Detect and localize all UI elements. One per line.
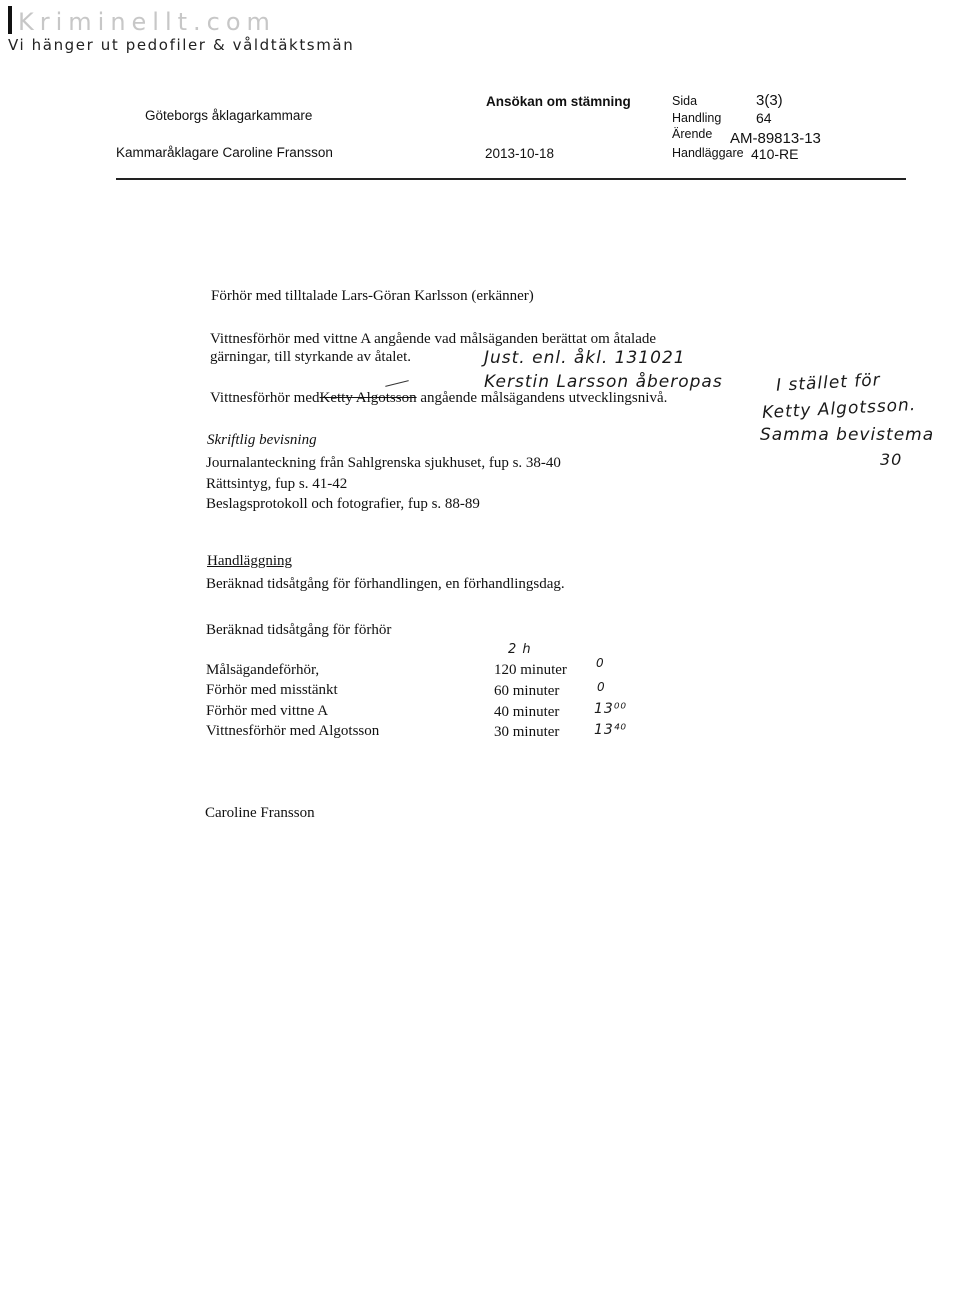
officer-label: Handläggare [672, 146, 744, 160]
handwritten-time: 13⁰⁰ [594, 701, 628, 717]
handwritten-arrow [385, 380, 409, 387]
handling-value: 64 [756, 110, 772, 126]
prosecutor-name: Kammaråklagare Caroline Fransson [116, 145, 333, 160]
handwritten-time-head: 2 h [508, 642, 532, 657]
case-value: AM-89813-13 [730, 130, 821, 147]
time-row-value: 40 minuter [494, 704, 560, 720]
site-title[interactable] [8, 6, 276, 36]
evidence-line-2a: Vittnesförhör med vittne A angående vad målsäganden berättat om åtalade [210, 331, 657, 347]
signature: Caroline Fransson [205, 805, 315, 821]
handling-heading: Handläggning [207, 553, 292, 569]
handwritten-time: 0 [597, 680, 606, 694]
doc-title: Ansökan om stämning [486, 94, 631, 109]
time-row-label: Förhör med misstänkt [206, 682, 338, 698]
officer-value: 410-RE [751, 146, 799, 162]
handwritten-samma-1: Samma bevistema [760, 425, 935, 445]
handling-text: Beräknad tidsåtgång för förhandlingen, en förhandlingsdag. [206, 576, 565, 592]
time-row-value: 60 minuter [494, 683, 560, 699]
time-row-label: Målsägandeförhör, [206, 662, 320, 678]
handwritten-istallet-2: Ketty Algotsson. [761, 394, 917, 424]
time-row-label: Vittnesförhör med Algotsson [206, 723, 380, 739]
handwritten-samma-2: 30 [880, 450, 903, 469]
evidence-line-3 [210, 390, 667, 407]
handwritten-time: 0 [596, 656, 605, 670]
site-title-text: Kriminellt.com [18, 8, 276, 36]
evidence-line-1: Förhör med tilltalade Lars-Göran Karlsson (erkänner) [211, 288, 534, 304]
handling-label: Handling [672, 111, 722, 125]
evidence-line-2b: gärningar, till styrkande av åtalet. [210, 349, 411, 365]
header-rule [116, 178, 906, 180]
office-name: Göteborgs åklagarkammare [145, 108, 313, 123]
written-evidence-item: Journalanteckning från Sahlgrenska sjukhuset, fup s. 38-40 [206, 455, 561, 471]
written-evidence-item: Beslagsprotokoll och fotografier, fup s. 88-89 [206, 496, 480, 512]
handwritten-kerstin: Kerstin Larsson åberopas [484, 372, 723, 392]
time-row-value: 120 minuter [494, 662, 567, 678]
evidence-line-3-suffix: angående målsägandens utvecklingsnivå. [420, 390, 668, 406]
time-heading: Beräknad tidsåtgång för förhör [206, 622, 392, 638]
written-evidence-item: Rättsintyg, fup s. 41-42 [206, 476, 348, 492]
handwritten-adjustment: Just. enl. åkl. 131021 [484, 348, 686, 368]
handwritten-time: 13⁴⁰ [594, 722, 628, 738]
site-subtitle: Vi hänger ut pedofiler & våldtäktsmän [8, 36, 355, 54]
page-value: 3(3) [756, 92, 783, 109]
title-bar-mark [8, 6, 12, 34]
time-row-label: Förhör med vittne A [206, 703, 329, 719]
struck-witness-name: Ketty Algotsson [319, 390, 417, 406]
handwritten-istallet-1: I stället för [775, 370, 882, 396]
doc-date: 2013-10-18 [485, 146, 555, 161]
page-label: Sida [672, 94, 698, 108]
written-evidence-heading: Skriftlig bevisning [207, 432, 317, 448]
case-label: Ärende [672, 127, 713, 141]
time-row-value: 30 minuter [494, 724, 560, 740]
evidence-line-3-prefix: Vittnesförhör med [210, 390, 320, 406]
